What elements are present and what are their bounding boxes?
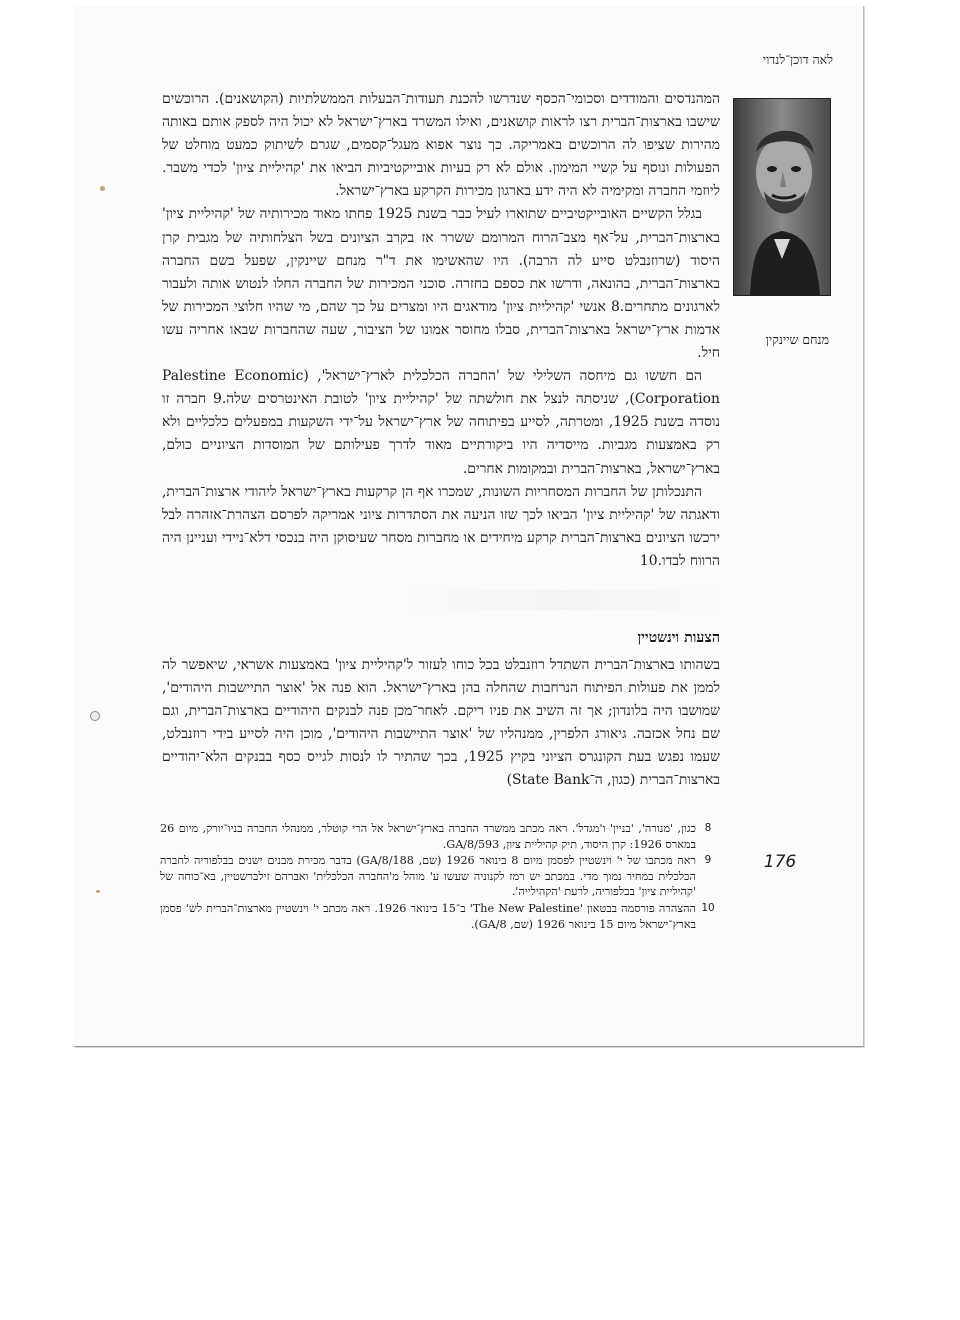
section-heading: הצעות וינשטיין	[637, 630, 720, 646]
paragraph: בשהותו בארצות־הברית השתדל רוזנבלט בכל כוחו לעזור ל'קהיליית ציון' באמצעות אשראי, שיאפשר לה לממן את פעולות הפיתוח הנרחבות שהחלה בהן בארץ־ישראל. הוא פנה אל 'אוצר התיישבות היהודים', שמושבו היה בלונדון; אך זה השיב את פניו ריקם. לאחר־מכן פנה לבנקים היהודיים בארצות־הברית, וגם שם נחל אכזבה. גיאורג הלפרין, ממנהליו של 'אוצר התיישבות היהודים', מוכן היה לסייע בידי רוזנבלט, שעמו נפגש בעת הקונגרס הציוני בקיץ 1925, בכך שהתיר לו לנסות לגייס כסף בבנקים הלא־יהודיים בארצות־הברית (כגון, ה־State Bank)	[162, 657, 720, 789]
paragraph: בגלל הקשיים האובייקטיביים שתוארו לעיל כבר בשנת 1925 פחתו מאוד מכירותיה של 'קהיליית ציון' בארצות־הברית, על־אף מצב־הרוח המרומם ששרר אז בקרב הציונים בשל הצלחותיה של מגבית קרן היסוד (שרוזנבלט סייע לה הרבה). היו שהאשימו את ד"ר מנחם שיינקין, שפעל בשם החברה בארצות־הברית, בהונאה, ודרשו את כספם בחזרה. סוכני המכירות של החברה החלו לנטוש אותה ולעבור לארגונים מתחרים.8 אנשי 'קהיליית ציון' מודאגים היו ומצרים על כך שהם, מי שהיו חלוצי המכירות של אדמות ארץ־ישראל בארצות־הברית, סבלו מחוסר אמונו של הציבור, שעה שהחברות שבאו אחריה עשו חיל.	[162, 206, 721, 362]
footnote	[160, 853, 720, 900]
paragraph: הם חששו גם מיחסה השלילי של 'החברה הכלכלית לארץ־ישראל', (Palestine Economic Corporation), שניסתה לנצל את חולשתה של 'קהיליית ציון' לטובת האינטרסים שלה.9 חברה זו נוסדה בשנת 1925, ומטרתה, לסייע בפיתוחה של ארץ־ישראל על־ידי השקעות במפעלים כלכליים ולא רק באמצעות מגביות. מייסדיה היו ביקורתיים מאוד לדרך פעילותם של המוסדות הציוניים כולם, בארץ־ישראל, בארצות־הברית ובמקומות אחרים.	[162, 368, 720, 477]
punch-hole-mark	[100, 186, 105, 191]
photo-caption: מנחם שיינקין	[765, 332, 829, 347]
footnote-text: ראה מכתבו של י' וינשטיין לפסמן מיום 8 בינואר 1926 (שם, GA/8/188) בדבר מכירת מבנים ישנים בבלפוריה לחברה הכלכלית במחיר נמוך מדי. במכתב יש רמז לקנוניה שעשו ע' מוהל מ'החברה הכלכלית' ואברהם זילברשטיין, בא־כוחה של 'קהיליית ציון' בבלפוריה, לרעת 'הקהילייה'.	[160, 854, 696, 899]
footnote-number: 9	[704, 854, 712, 867]
section-body	[162, 654, 720, 793]
punch-hole-mark	[96, 890, 100, 893]
punch-hole	[90, 711, 100, 721]
footnote-number: 10	[701, 901, 715, 914]
scan-smudge	[400, 590, 730, 610]
page-number: 176	[763, 852, 797, 872]
footnote	[160, 821, 720, 852]
body-text	[162, 88, 720, 573]
paragraph: התנכלותן של החברות המסחריות השונות, שמכרו אף הן קרקעות בארץ־ישראל ליהודי ארצות־הברית, ודאגתה של 'קהיליית ציון' הביאו לכך שזו הניעה את הסתדרות ציוני אמריקה לפרסם הצהרת־אזהרה לבל ירכשו הציונים בארצות־הברית קרקע מיחידים או מחברות מסחר שעיסוקן היה בנכסי דלא־ניידי ועניינן היה הרווח לבדו.10	[162, 483, 720, 569]
running-head: לאה דוכן־לנדוי	[762, 52, 833, 67]
footnotes	[160, 821, 720, 933]
portrait-photo	[733, 98, 831, 296]
portrait-image	[734, 99, 830, 295]
footnote-text: כגון, 'מנורה', 'בניין' ו'מגדל'. ראה מכתב ממשרד החברה בארץ־ישראל אל הרי קוטלר, ממנהלי החברה בניו־יורק, מיום 26 במארס 1926: קרן היסוד, תיק קהיליית ציון, GA/8/593.	[160, 822, 696, 851]
footnote-text: ההצהרה פורסמה בבטאון 'The New Palestine' ב־15 בינואר 1926. ראה מכתב י' וינשטיין מארצות־הברית לש' פסמן בארץ־ישראל מיום 15 בינואר 1926 (שם, GA/8).	[160, 901, 696, 931]
footnote-number: 8	[704, 822, 712, 834]
footnote	[160, 901, 720, 932]
paragraph: המהנדסים והמודדים וסכומי־הכסף שנדרשו להכנת תעודות־הבעלות הממשלתיות (הקושאנים). הרוכשים שישבו בארצות־הברית רצו לראות קושאנים, ואילו המשרד בארץ־ישראל לא יכול היה לספק אותם באותה מהירות שציפו לה הרוכשים באמריקה. כך נוצר אפוא מעגל־קסמים, שגרם לשיתוק כמעט מוחלט של הפעולות ונוסף על קשיי המימון. אולם לא רק בעיות אובייקטיביות הביאו את 'קהיליית ציון' לכדי משבר. ליוזמי החברה ומקימיה לא היה ידע בארגון מכירות הקרקע בארץ־ישראל.	[162, 91, 720, 200]
